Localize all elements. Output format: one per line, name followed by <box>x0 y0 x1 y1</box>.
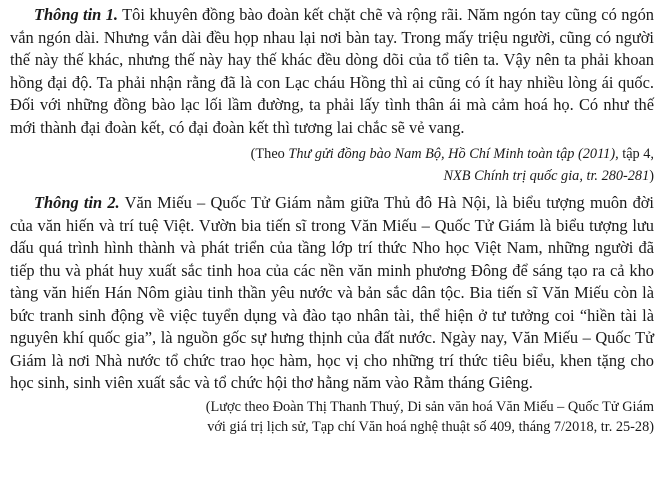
info-2-citation-line-2 <box>10 417 654 437</box>
info-1-citation-open: (Theo <box>250 146 289 162</box>
info-1-citation-volume: , tập 4, <box>615 146 654 162</box>
info-1-paragraph <box>10 4 654 139</box>
info-1-body: Tôi khuyên đồng bào đoàn kết chặt chẽ và rộng rãi. Năm ngón tay cũng có ngón vắn ngón dài. Nhưng vắn dài đều họp nhau lại nơi bàn tay. Trong mấy triệu người, cũng có người thế này thế khác, nhưng thế này hay thế khác đều dòng dõi của tổ tiên ta. Vậy nên ta phải khoan hồng đại độ. Ta phải nhận rằng đã là con Lạc cháu Hồng thì ai cũng có ít hay nhiều lòng ái quốc. Đối với những đồng bào lạc lối lầm đường, ta phải lấy tình thân ái mà cảm hoá họ. Có như thế mới thành đại đoàn kết, có đại đoàn kết thì tương lai chắc sẽ vẻ vang. <box>10 5 654 137</box>
info-1-citation <box>10 143 654 187</box>
info-2-citation-title: Di sản văn hoá Văn Miếu – Quốc Tử Giám <box>407 398 654 415</box>
info-2-heading: Thông tin 2. <box>34 193 120 212</box>
info-2-citation-open: (Lược theo Đoàn Thị Thanh Thuý, <box>205 398 408 415</box>
info-2-citation <box>10 397 654 437</box>
info-1-citation-line-1 <box>10 143 654 165</box>
info-2-citation-line-1 <box>10 397 654 417</box>
info-1-heading: Thông tin 1. <box>34 5 118 24</box>
info-1-citation-title: Thư gửi đồng bào Nam Bộ, Hồ Chí Minh toàn tập (2011) <box>288 146 616 162</box>
info-1-citation-close: ) <box>649 168 654 184</box>
info-1-citation-publisher: NXB Chính trị quốc gia, tr. 280-281 <box>443 168 650 184</box>
info-2-citation-journal: với giá trị lịch sử, Tạp chí Văn hoá nghệ thuật số 409, tháng 7/2018, tr. 25-28 <box>207 418 650 435</box>
info-1-citation-line-2 <box>10 165 654 187</box>
info-2-citation-close: ) <box>649 418 654 435</box>
document-page <box>10 4 654 437</box>
info-2-body: Văn Miếu – Quốc Tử Giám nằm giữa Thủ đô Hà Nội, là biểu tượng muôn đời của văn hiến và trí tuệ Việt. Vườn bia tiến sĩ trong Văn Miếu – Quốc Tử Giám là biểu tượng lưu dấu quá trình hình thành và phát triển của tầng lớp trí thức Nho học Việt Nam, những người đã tiếp thu và phát huy xuất sắc tinh hoa của các nền văn minh phương Đông để sáng tạo ra cả kho tàng văn hiến Hán Nôm giàu tinh thần yêu nước và bản sắc dân tộc. Bia tiến sĩ Văn Miếu còn là bức tranh sinh động về việc tuyển dụng và đào tạo nhân tài, thể hiện ở tư tưởng coi “hiền tài là nguyên khí quốc gia”, là nguồn gốc sự hưng thịnh của đất nước. Ngày nay, Văn Miếu – Quốc Tử Giám là nơi Nhà nước tổ chức trao học hàm, học vị cho những trí thức tiêu biểu, khen tặng cho học sinh, sinh viên xuất sắc và tổ chức hội thơ hằng năm vào Rằm tháng Giêng. <box>10 193 654 392</box>
info-2-paragraph <box>10 192 654 395</box>
